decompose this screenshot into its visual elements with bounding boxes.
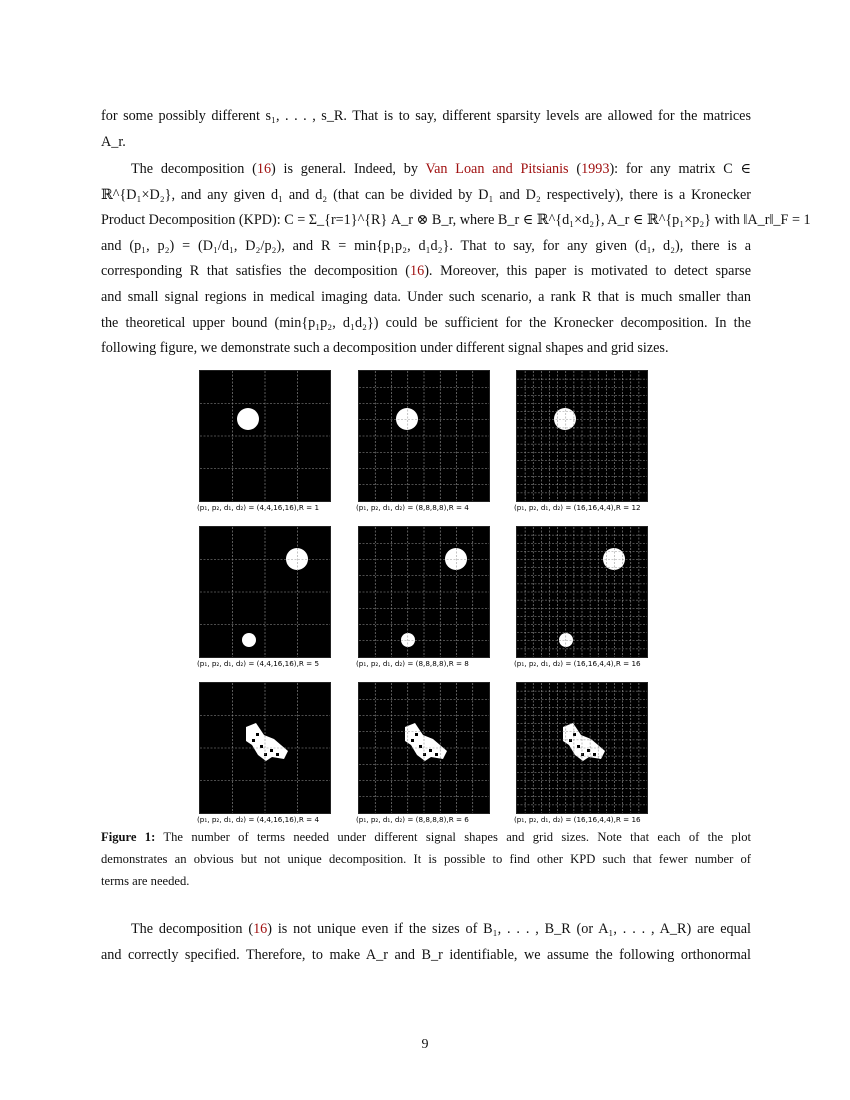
signal-circle — [396, 408, 418, 430]
equation-reference-link[interactable]: 16 — [256, 161, 272, 177]
grid-lines — [200, 527, 330, 657]
signal-circle-small — [242, 633, 256, 647]
signal-hole — [423, 753, 426, 756]
panel-label: (p₁, p₂, d₁, d₂) = (4,4,16,16),R = 1 — [197, 503, 320, 512]
signal-circle — [237, 408, 259, 430]
paragraph-2-line-7: the theoretical upper bound (min{p₁p₂, d₁d₂}) could be sufficient for the Kronecker decomposition. In the — [101, 314, 751, 331]
paragraph-2-line-8: following figure, we demonstrate such a decomposition under different signal shapes and grid sizes. — [101, 340, 669, 357]
panel-label: (p₁, p₂, d₁, d₂) = (8,8,8,8),R = 8 — [356, 659, 469, 668]
paragraph-2 — [101, 157, 811, 362]
signal-plot-svg — [200, 527, 330, 657]
paragraph-3-line-2: and correctly specified. Therefore, to make A_r and B_r identifiable, we assume the following orthonormal — [101, 946, 751, 963]
grid-lines — [200, 371, 330, 501]
paragraph-1-line-1: for some possibly different s₁, . . . , s_R. That is to say, different sparsity levels are allowed for the matrices — [101, 108, 751, 124]
signal-circle-large — [286, 548, 308, 570]
paragraph-2-line-3: Product Decomposition (KPD): C = Σ_{r=1}^{R} A_r ⊗ B_r, where B_r ∈ ℝ^{d₁×d₂}, A_r ∈ ℝ^{p₁×p₂} with ‖A_r‖_F = 1 — [101, 212, 811, 229]
signal-shape — [401, 548, 467, 647]
caption-line-1 — [101, 826, 751, 848]
signal-shape — [242, 548, 308, 647]
paragraph-2-line-6: and small signal regions in medical imaging data. Under such scenario, a rank R that is much smaller than — [101, 288, 751, 305]
signal-plot-svg — [517, 527, 647, 657]
signal-shape — [559, 548, 625, 647]
equation-reference-link[interactable]: 16 — [253, 921, 268, 937]
signal-shape — [563, 723, 605, 761]
text-run: ): for any matrix C ∈ — [609, 161, 751, 177]
signal-hole — [260, 745, 263, 748]
signal-shape — [246, 723, 288, 761]
signal-circle — [554, 408, 576, 430]
signal-plot — [516, 370, 648, 502]
text-run: ) is not unique even if the sizes of B₁, . . . , B_R (or A₁, . . . , A_R) are equal — [267, 921, 751, 937]
signal-plot — [358, 682, 490, 814]
signal-plot — [199, 682, 331, 814]
paragraph-2-line-1 — [101, 157, 751, 183]
signal-plot-svg — [200, 683, 330, 813]
paragraph-2-line-2: ℝ^{D₁×D₂}, and any given d₁ and d₂ (that can be divided by D₁ and D₂ respectively), there is a Kronecker — [101, 186, 751, 203]
signal-hole — [411, 739, 414, 742]
text-run: ). Moreover, this paper is motivated to detect sparse — [424, 263, 751, 280]
grid-lines — [359, 527, 489, 657]
signal-hole — [587, 749, 590, 752]
panel-label: (p₁, p₂, d₁, d₂) = (4,4,16,16),R = 5 — [197, 659, 320, 668]
text-run: The decomposition ( — [131, 161, 257, 177]
figure-label: Figure 1: — [101, 830, 156, 844]
panel-label: (p₁, p₂, d₁, d₂) = (16,16,4,4),R = 16 — [514, 815, 641, 824]
signal-plot-svg — [517, 683, 647, 813]
signal-hole — [252, 739, 255, 742]
signal-plot-svg — [517, 371, 647, 501]
signal-plot — [358, 370, 490, 502]
paragraph-1-line-2: A_r. — [101, 133, 126, 150]
text-run: ( — [568, 161, 582, 177]
signal-plot — [516, 682, 648, 814]
signal-plot — [358, 526, 490, 658]
figure-caption — [101, 826, 751, 892]
signal-hole — [264, 753, 267, 756]
signal-circle-large — [445, 548, 467, 570]
panel-label: (p₁, p₂, d₁, d₂) = (8,8,8,8),R = 4 — [356, 503, 469, 512]
citation-year-link[interactable]: 1993 — [581, 161, 610, 177]
signal-hole — [569, 739, 572, 742]
signal-hole — [256, 733, 259, 736]
signal-plot-svg — [200, 371, 330, 501]
signal-shape — [396, 408, 418, 430]
caption-line-2: demonstrates an obvious but not unique decomposition. It is possible to find other KPD such that fewer number of — [101, 852, 751, 866]
signal-plot-svg — [359, 527, 489, 657]
signal-hole — [581, 753, 584, 756]
signal-hole — [573, 733, 576, 736]
signal-plot-svg — [359, 371, 489, 501]
grid-lines — [359, 371, 489, 501]
signal-hole — [593, 753, 596, 756]
grid-lines — [517, 683, 647, 813]
signal-plot — [516, 526, 648, 658]
panel-label: (p₁, p₂, d₁, d₂) = (16,16,4,4),R = 12 — [514, 503, 641, 512]
signal-hole — [270, 749, 273, 752]
signal-plot — [199, 526, 331, 658]
paragraph-3 — [101, 917, 751, 968]
text-run: The decomposition ( — [131, 921, 254, 937]
signal-shape — [405, 723, 447, 761]
signal-shape — [237, 408, 259, 430]
paragraph-3-line-1 — [101, 917, 751, 943]
grid-lines — [517, 527, 647, 657]
signal-hole — [415, 733, 418, 736]
signal-shape — [554, 408, 576, 430]
signal-hole — [429, 749, 432, 752]
text-run: corresponding R that satisfies the decomposition ( — [101, 263, 410, 280]
paragraph-2-line-4: and (p₁, p₂) = (D₁/d₁, D₂/p₂), and R = min{p₁p₂, d₁d₂}. That to say, for any given (d₁, d₂), there is a — [101, 237, 751, 254]
citation-link[interactable]: Van Loan and Pitsianis — [425, 161, 569, 177]
caption-line-3: terms are needed. — [101, 874, 190, 888]
grid-lines — [359, 683, 489, 813]
signal-plot-svg — [359, 683, 489, 813]
paragraph-1 — [101, 104, 751, 155]
panel-label: (p₁, p₂, d₁, d₂) = (8,8,8,8),R = 6 — [356, 815, 469, 824]
signal-hole — [435, 753, 438, 756]
signal-hole — [577, 745, 580, 748]
text-run: ) is general. Indeed, by — [271, 161, 426, 177]
page-number: 9 — [421, 1037, 429, 1052]
equation-reference-link[interactable]: 16 — [410, 263, 425, 280]
grid-lines — [200, 683, 330, 813]
signal-hole — [419, 745, 422, 748]
grid-lines — [517, 371, 647, 501]
panel-label: (p₁, p₂, d₁, d₂) = (4,4,16,16),R = 4 — [197, 815, 320, 824]
panel-label: (p₁, p₂, d₁, d₂) = (16,16,4,4),R = 16 — [514, 659, 641, 668]
text-run: The number of terms needed under different signal shapes and grid sizes. Note that each of the plot — [155, 830, 752, 844]
signal-hole — [276, 753, 279, 756]
signal-plot — [199, 370, 331, 502]
paragraph-2-line-5 — [101, 259, 751, 285]
